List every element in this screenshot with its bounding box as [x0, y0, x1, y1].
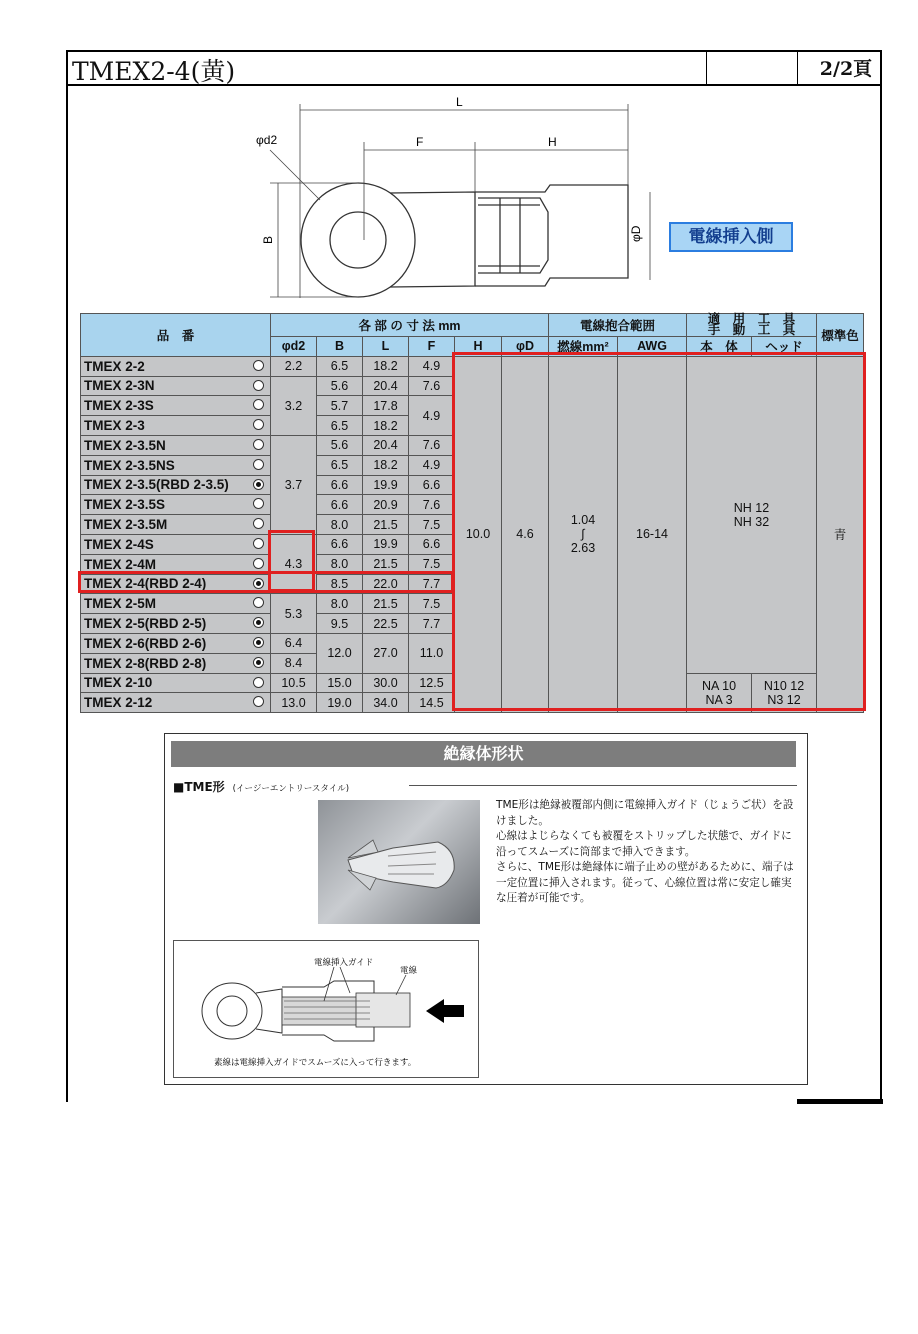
part-number: TMEX 2-6(RBD 2-6) — [81, 633, 271, 653]
page-number: 2/2頁 — [819, 58, 873, 80]
cell-color: 青 — [817, 356, 864, 712]
dim-B: B — [261, 235, 275, 244]
cell-L: 34.0 — [363, 693, 409, 713]
part-number: TMEX 2-3.5S — [81, 495, 271, 515]
th-D: φD — [502, 337, 549, 357]
cell-L: 30.0 — [363, 673, 409, 693]
cell-F: 4.9 — [409, 396, 455, 436]
label-guide: 電線挿入ガイド — [314, 957, 374, 967]
cell-F: 7.6 — [409, 376, 455, 396]
cell-L: 22.0 — [363, 574, 409, 594]
cell-B: 5.7 — [317, 396, 363, 416]
cell-F: 4.9 — [409, 356, 455, 376]
insert-side-badge: 電線挿入側 — [669, 222, 793, 252]
cell-B: 5.6 — [317, 376, 363, 396]
cell-B: 8.5 — [317, 574, 363, 594]
part-number: TMEX 2-4M — [81, 554, 271, 574]
cell-B: 12.0 — [317, 633, 363, 673]
part-number: TMEX 2-3 — [81, 416, 271, 436]
insulation-shape-panel — [164, 733, 808, 1085]
cell-L: 20.4 — [363, 376, 409, 396]
cell-H: 10.0 — [455, 356, 502, 712]
cell-F: 4.9 — [409, 455, 455, 475]
th-tool-top: 適 用 工 具 — [707, 312, 796, 326]
footer-rule — [797, 1099, 883, 1104]
highlight-common-specs — [452, 352, 866, 711]
cell-F: 7.5 — [409, 594, 455, 614]
cell-B: 6.5 — [317, 416, 363, 436]
dim-D: φD — [629, 225, 643, 242]
th-awg: AWG — [618, 337, 687, 357]
cell-F: 7.5 — [409, 554, 455, 574]
desc-paragraph: さらに、TME形は絶縁体に端子止めの壁があるために、端子は一定位置に挿入されます。従って、心線位置は常に安定し確実な圧着が可能です。 — [496, 861, 794, 904]
cell-F: 7.5 — [409, 515, 455, 535]
th-H: H — [455, 337, 502, 357]
cell-B: 15.0 — [317, 673, 363, 693]
cell-d2: 10.5 — [271, 673, 317, 693]
th-d2: φd2 — [271, 337, 317, 357]
cell-L: 20.9 — [363, 495, 409, 515]
cell-L: 20.4 — [363, 435, 409, 455]
cell-L: 21.5 — [363, 594, 409, 614]
insulation-bar: 絶縁体形状 — [171, 741, 796, 767]
th-hon: 本 体 — [687, 337, 752, 357]
th-B: B — [317, 337, 363, 357]
cell-F: 7.7 — [409, 614, 455, 634]
cell-B: 9.5 — [317, 614, 363, 634]
cell-F: 12.5 — [409, 673, 455, 693]
th-std: 標準色 — [817, 314, 864, 357]
cell-awg: 16-14 — [618, 356, 687, 712]
cell-L: 19.9 — [363, 534, 409, 554]
cell-d2: 13.0 — [271, 693, 317, 713]
part-number: TMEX 2-3.5(RBD 2-3.5) — [81, 475, 271, 495]
cell-L: 22.5 — [363, 614, 409, 634]
part-number: TMEX 2-3S — [81, 396, 271, 416]
cell-B: 5.6 — [317, 435, 363, 455]
wire-guide-art — [174, 941, 478, 1077]
cell-F: 6.6 — [409, 475, 455, 495]
part-number: TMEX 2-12 — [81, 693, 271, 713]
cell-L: 17.8 — [363, 396, 409, 416]
part-number: TMEX 2-3.5M — [81, 515, 271, 535]
ring-terminal-drawing — [0, 0, 918, 310]
page-title: TMEX2-4(黄) — [72, 57, 236, 86]
part-number: TMEX 2-2 — [81, 356, 271, 376]
dim-L: L — [456, 95, 463, 109]
terminal-photo — [318, 800, 480, 924]
cell-F: 7.6 — [409, 435, 455, 455]
cell-B: 8.0 — [317, 515, 363, 535]
cell-B: 6.5 — [317, 356, 363, 376]
cell-L: 21.5 — [363, 554, 409, 574]
part-number: TMEX 2-3.5N — [81, 435, 271, 455]
cell-L: 18.2 — [363, 356, 409, 376]
label-wire: 電線 — [400, 965, 418, 975]
cell-L: 19.9 — [363, 475, 409, 495]
part-number: TMEX 2-4S — [81, 534, 271, 554]
th-tool-mid: 手 動 工 具 — [707, 323, 796, 337]
cell-d2: 3.2 — [271, 376, 317, 435]
part-number: TMEX 2-3N — [81, 376, 271, 396]
cell-L: 18.2 — [363, 455, 409, 475]
dim-H: H — [548, 135, 557, 149]
cell-L: 27.0 — [363, 633, 409, 673]
diagram-caption: 素線は電線挿入ガイドでスムーズに入って行きます。 — [214, 1057, 417, 1067]
wire-guide-diagram — [173, 940, 479, 1078]
desc-paragraph: TME形は絶縁被覆部内側に電線挿入ガイド（じょうご状）を設けました。 — [496, 799, 794, 827]
part-number: TMEX 2-10 — [81, 673, 271, 693]
cell-F: 6.6 — [409, 534, 455, 554]
cell-d2: 4.3 — [271, 534, 317, 593]
divider — [409, 785, 797, 786]
dim-d2: φd2 — [256, 133, 278, 147]
highlight-row-tmex-2-4 — [78, 571, 454, 593]
terminal-photo-art — [318, 800, 480, 924]
part-number: TMEX 2-3.5NS — [81, 455, 271, 475]
part-number: TMEX 2-5M — [81, 594, 271, 614]
th-mm2: 撚線mm² — [549, 337, 618, 357]
cell-tool-main: NH 12 NH 32 — [687, 356, 817, 673]
desc-paragraph: 心線はよじらなくても被覆をストリップした状態で、ガイドに沿ってスムーズに筒部まで挿入できます。 — [496, 830, 792, 858]
cell-F: 7.6 — [409, 495, 455, 515]
cell-d2: 2.2 — [271, 356, 317, 376]
cell-tool-b: N10 12 N3 12 — [752, 673, 817, 713]
cell-B: 6.6 — [317, 495, 363, 515]
cell-d2: 6.4 — [271, 633, 317, 653]
cell-L: 21.5 — [363, 515, 409, 535]
cell-d2: 3.7 — [271, 435, 317, 534]
th-dims: 各 部 の 寸 法 mm — [271, 314, 549, 337]
insulation-description — [496, 798, 801, 907]
cell-B: 6.6 — [317, 534, 363, 554]
cell-mm2: 1.04 ∫ 2.63 — [549, 356, 618, 712]
cell-F: 14.5 — [409, 693, 455, 713]
cell-B: 8.0 — [317, 554, 363, 574]
cell-tool-a: NA 10 NA 3 — [687, 673, 752, 713]
cell-B: 6.6 — [317, 475, 363, 495]
tme-type-heading: ■TME形 (イージーエントリースタイル) — [173, 780, 350, 794]
cell-B: 19.0 — [317, 693, 363, 713]
cell-d2: 5.3 — [271, 594, 317, 634]
th-L: L — [363, 337, 409, 357]
th-range: 電線抱合範囲 — [549, 314, 687, 337]
cell-D: 4.6 — [502, 356, 549, 712]
th-tool — [687, 314, 817, 337]
part-number: TMEX 2-5(RBD 2-5) — [81, 614, 271, 634]
th-head: ヘッド — [752, 337, 817, 357]
th-part: 品 番 — [81, 314, 271, 357]
cell-B: 8.0 — [317, 594, 363, 614]
dim-F: F — [416, 135, 424, 149]
cell-B: 6.5 — [317, 455, 363, 475]
cell-F: 11.0 — [409, 633, 455, 673]
cell-F: 7.7 — [409, 574, 455, 594]
part-number: TMEX 2-4(RBD 2-4) — [81, 574, 271, 594]
cell-L: 18.2 — [363, 416, 409, 436]
th-F: F — [409, 337, 455, 357]
cell-d2: 8.4 — [271, 653, 317, 673]
part-number: TMEX 2-8(RBD 2-8) — [81, 653, 271, 673]
